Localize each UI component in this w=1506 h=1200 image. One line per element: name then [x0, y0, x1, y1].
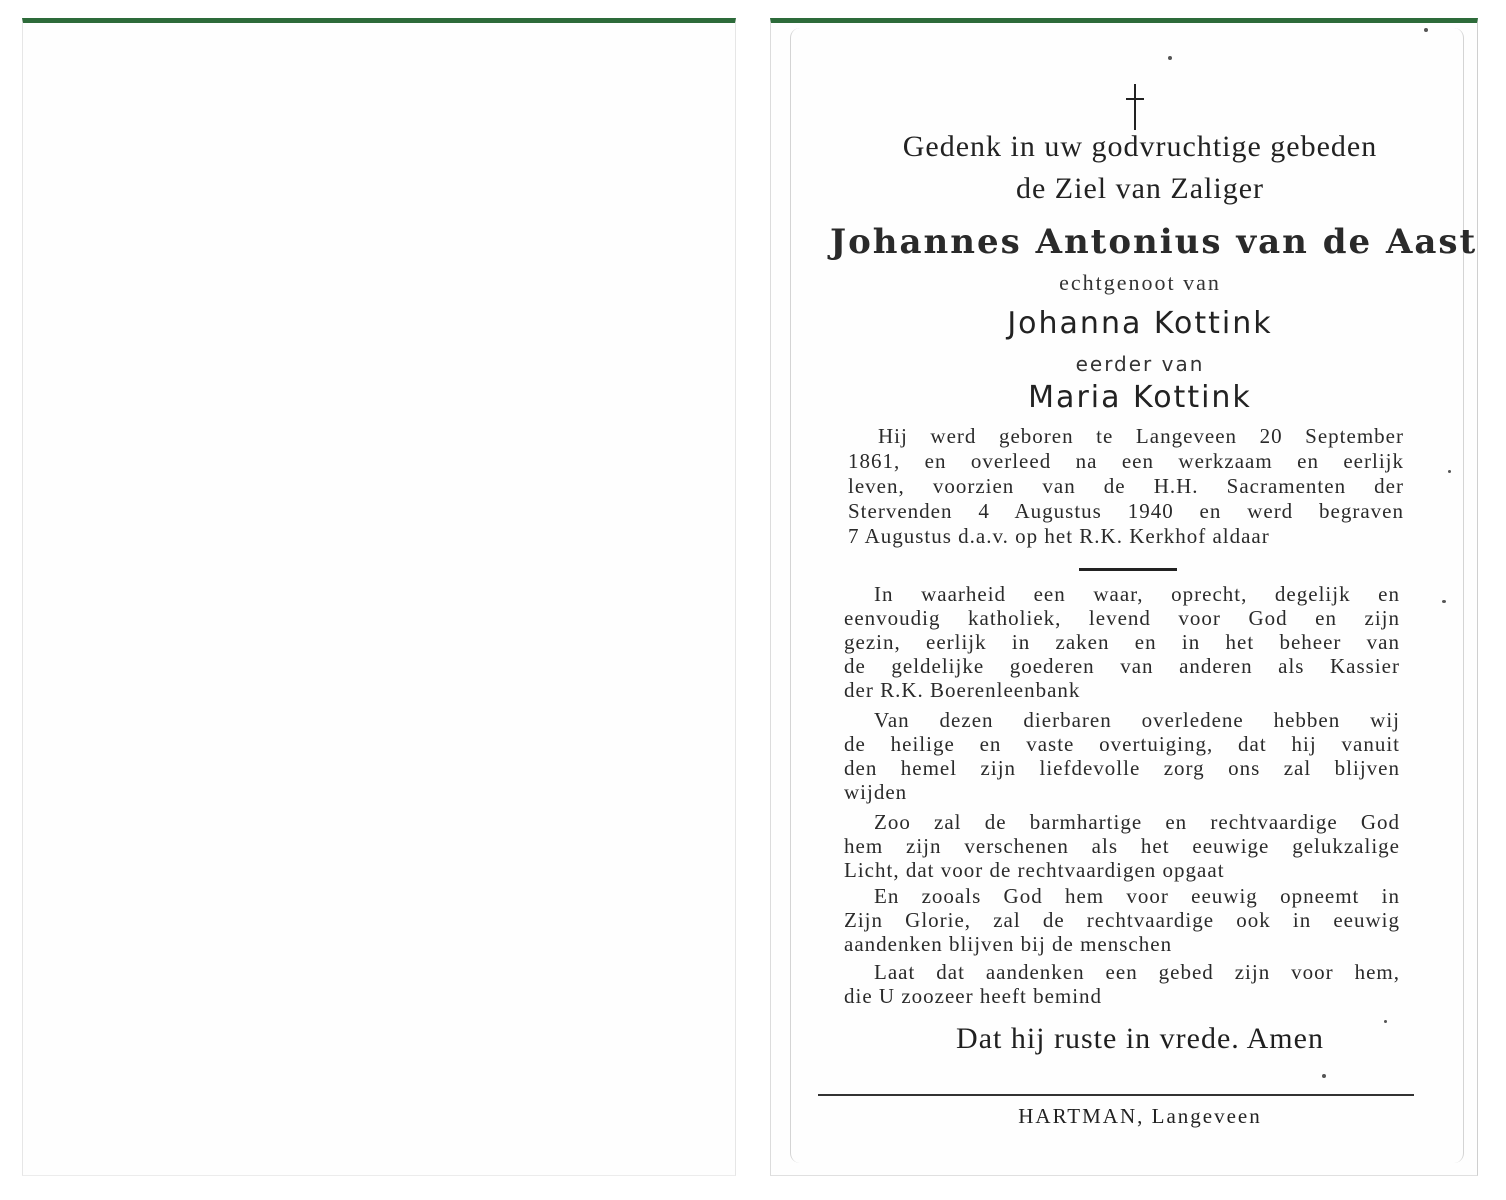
closing-line: Dat hij ruste in vrede. Amen — [956, 1022, 1324, 1055]
body-line: hem zijn verschenen als het eeuwige gelukzalige — [844, 834, 1400, 858]
printer-credit: HARTMAN, Langeveen — [1018, 1104, 1262, 1128]
intro-line-2: de Ziel van Zaliger — [1015, 172, 1265, 205]
body-line: Van dezen dierbaren overledene hebben wij — [874, 708, 1400, 732]
deceased-name: Johannes Antonius van de Aast — [830, 222, 1478, 262]
spouse1-label: echtgenoot van — [1059, 270, 1221, 295]
left-blank-page — [22, 18, 736, 1176]
bio-line: Stervenden 4 Augustus 1940 en werd begraven — [848, 499, 1404, 523]
cross-icon — [1126, 84, 1144, 130]
bio-line: leven, voorzien van de H.H. Sacramenten der — [848, 474, 1404, 498]
bottom-divider — [818, 1094, 1414, 1096]
intro-line-1: Gedenk in uw godvruchtige gebeden — [902, 130, 1378, 163]
speck — [1448, 470, 1451, 473]
body-line: die U zoozeer heeft bemind — [844, 984, 1103, 1008]
body-line: der R.K. Boerenleenbank — [844, 678, 1081, 702]
body-line: aandenken blijven bij de menschen — [844, 932, 1173, 956]
body-line: den hemel zijn liefdevolle zorg ons zal blijven — [844, 756, 1400, 780]
bio-line: Hij werd geboren te Langeveen 20 September — [878, 424, 1404, 448]
bio-line: 7 Augustus d.a.v. op het R.K. Kerkhof aldaar — [848, 524, 1270, 548]
body-line: En zooals God hem voor eeuwig opneemt in — [874, 884, 1400, 908]
body-line: wijden — [844, 780, 908, 804]
body-line: Zoo zal de barmhartige en rechtvaardige God — [874, 810, 1400, 834]
body-line: Licht, dat voor de rechtvaardigen opgaat — [844, 858, 1225, 882]
body-line: gezin, eerlijk in zaken en in het beheer van — [844, 630, 1400, 654]
speck — [1442, 600, 1446, 603]
bio-line: 1861, en overleed na een werkzaam en eerlijk — [848, 449, 1404, 473]
spouse1-name: Johanna Kottink — [1007, 306, 1273, 341]
spouse2-name: Maria Kottink — [1028, 380, 1252, 415]
body-line: eenvoudig katholiek, levend voor God en zijn — [844, 606, 1400, 630]
spouse2-label: eerder van — [1075, 352, 1205, 376]
body-line: de geldelijke goederen van anderen als Kassier — [844, 654, 1400, 678]
speck — [1168, 56, 1172, 60]
divider — [1079, 568, 1177, 571]
speck — [1322, 1074, 1326, 1078]
body-line: Zijn Glorie, zal de rechtvaardige ook in eeuwig — [844, 908, 1400, 932]
speck — [1424, 28, 1428, 32]
body-line: de heilige en vaste overtuiging, dat hij vanuit — [844, 732, 1400, 756]
body-line: Laat dat aandenken een gebed zijn voor hem, — [874, 960, 1400, 984]
speck — [1384, 1020, 1387, 1023]
body-line: In waarheid een waar, oprecht, degelijk en — [874, 582, 1400, 606]
